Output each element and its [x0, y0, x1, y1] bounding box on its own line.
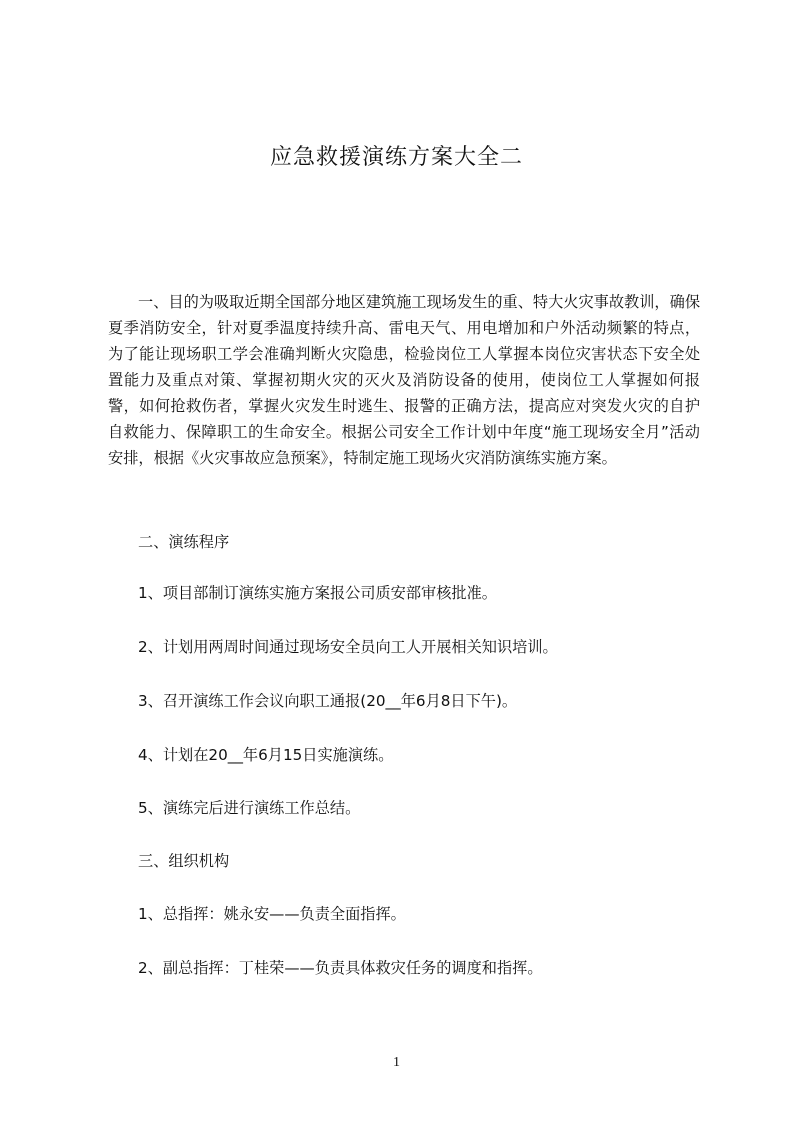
procedure-item-2: 2、计划用两周时间通过现场安全员向工人开展相关知识培训。	[138, 638, 558, 656]
procedure-item-5: 5、演练完后进行演练工作总结。	[138, 799, 361, 817]
procedure-item-3: 3、召开演练工作会议向职工通报(20__年6月8日下午)。	[138, 692, 518, 710]
intro-paragraph: 一、目的为吸取近期全国部分地区建筑施工现场发生的重、特大火灾事故教训，确保夏季消防安全，针对夏季温度持续升高、雷电天气、用电增加和户外活动频繁的特点，为了能让现场职工学会准确判断火灾隐患，检验岗位工人掌握本岗位灾害状态下安全处置能力及重点对策、掌握初期火灾的灭火及消防设备的使用，使岗位工人掌握如何报警，如何抢救伤者，掌握火灾发生时逃生、报警的正确方法，提高应对突发火灾的自护自救能力、保障职工的生命安全。根据公司安全工作计划中年度“施工现场安全月”活动安排，根据《火灾事故应急预案》，特制定施工现场火灾消防演练实施方案。	[108, 293, 700, 467]
section-heading-drill-procedure: 二、演练程序	[138, 533, 230, 551]
procedure-item-4: 4、计划在20__年6月15日实施演练。	[138, 746, 394, 764]
document-title: 应急救援演练方案大全二	[269, 145, 523, 170]
page-number: 1	[393, 1055, 400, 1070]
organization-item-2: 2、副总指挥：丁桂荣——负责具体救灾任务的调度和指挥。	[138, 959, 543, 977]
organization-item-1: 1、总指挥：姚永安——负责全面指挥。	[138, 905, 406, 923]
procedure-item-1: 1、项目部制订演练实施方案报公司质安部审核批准。	[138, 584, 497, 602]
section-heading-organization: 三、组织机构	[138, 852, 230, 870]
